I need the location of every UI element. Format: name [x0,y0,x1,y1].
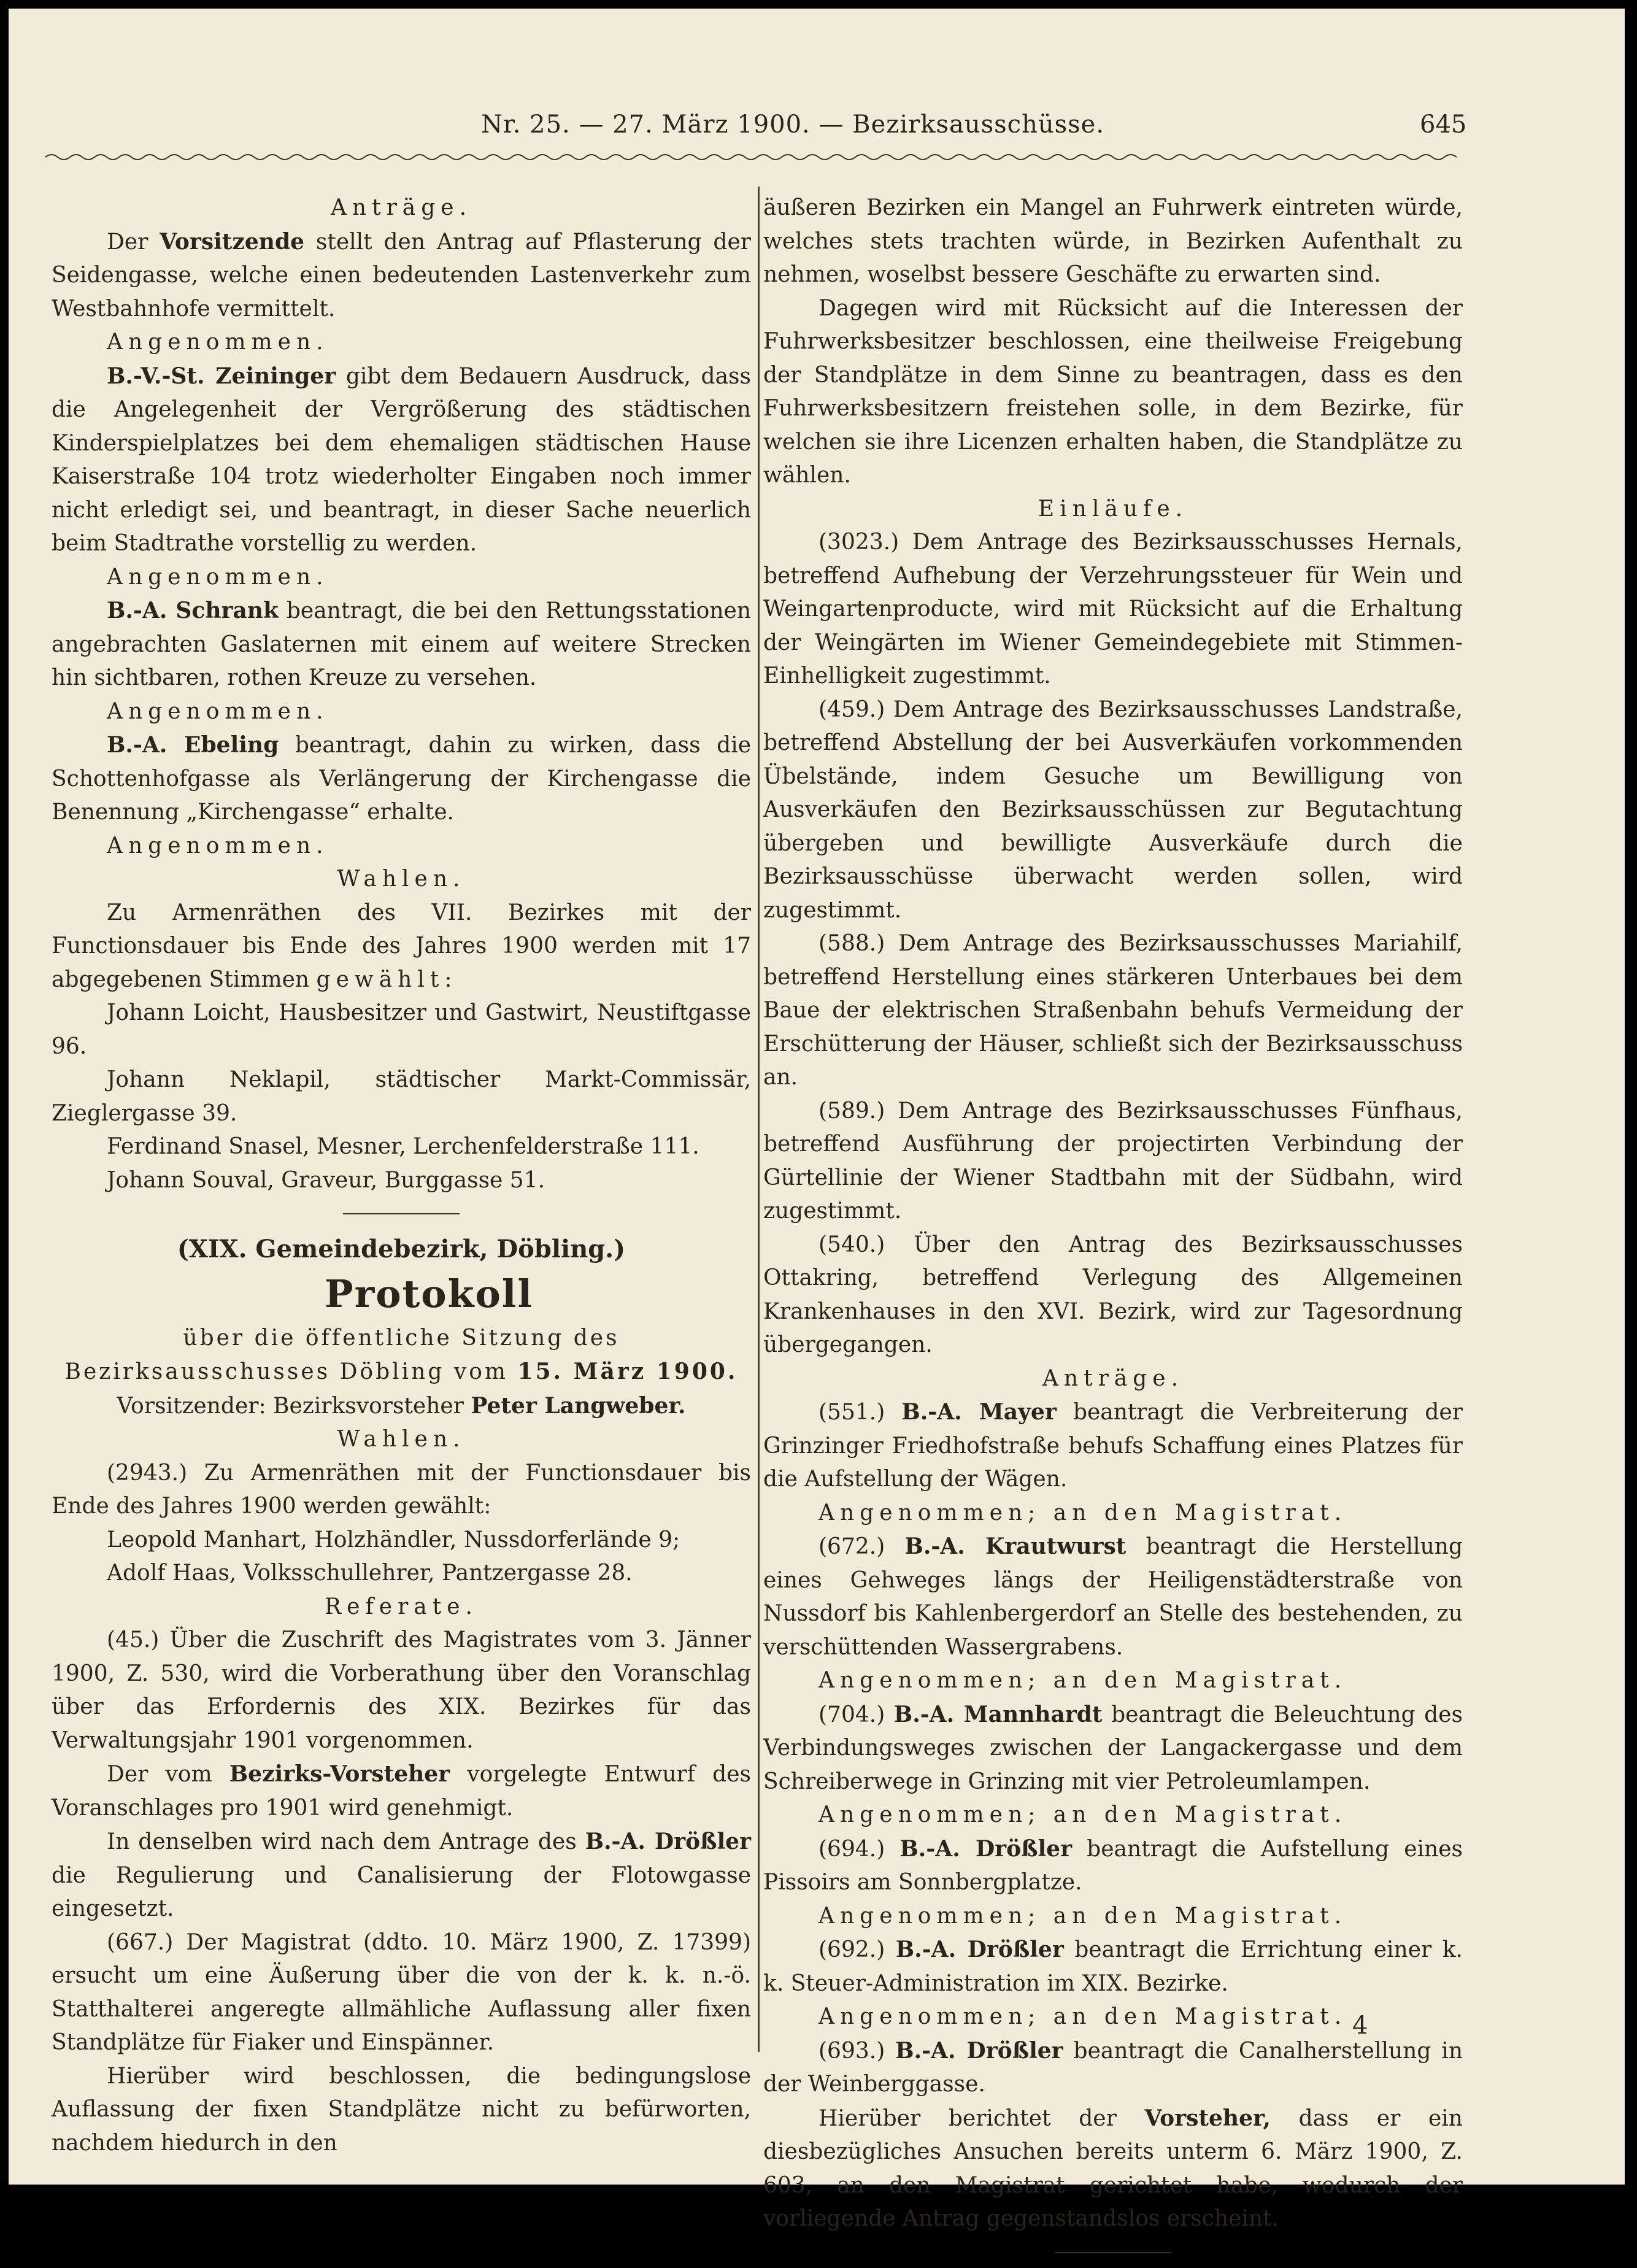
angenommen: Angenommen. [107,564,329,590]
paragraph: (588.) Dem Antrage des Bezirksausschusses Mariahilf, betreffend Herstellung eines stärkeren Unterbaues bei dem Baue der elektrischen Straßenbahn behufs Vermeidung der Erschütterung der Häuser, schließt sich der Bezirksausschuss an. [763,931,1463,1090]
angenommen: Angenommen. [107,698,329,724]
paragraph: (45.) Über die Zuschrift des Magistrates vom 3. Jänner 1900, Z. 530, wird die Vorberathung über den Voranschlag über das Erfordernis des XIX. Bezirkes für das Verwaltungsjahr 1901 vorgenommen. [52,1627,751,1753]
paragraph: (3023.) Dem Antrage des Bezirksausschusses Hernals, betreffend Aufhebung der Verzehrungssteuer für Wein und Weingartenproducte, wird mit Rücksicht auf die Erhaltung der Weingärten im Wiener Gemeindegebiete mit Stimmen-Einhelligkeit zugestimmt. [763,530,1463,688]
paragraph: (694.) B.-A. Drößler beantragt die Aufstellung eines Pissoirs am Sonnbergplatze. [763,1835,1463,1895]
angenommen: Angenommen; an den Magistrat. [818,1903,1347,1929]
section-rule [343,1213,460,1214]
heading-antraege: Anträge. [330,195,472,220]
protokoll-subtitle: über die öffentliche Sitzung des Bezirksausschusses Döbling vom 15. März 1900. [64,1325,738,1384]
heading-einlaeufe: Einläufe. [1038,496,1188,522]
column-divider [758,187,760,2052]
paragraph: Hierüber berichtet der Vorsteher, dass er ein diesbezügliches Ansuchen bereits unterm 6. März 1900, Z. 603, an den Magistrat gerichtet habe, wodurch der vorliegende Antrag gegenstandslos erscheint. [763,2105,1463,2231]
heading-wahlen-2: Wahlen. [337,1427,466,1452]
elected-name: Leopold Manhart, Holzhändler, Nussdorferlände 9; [107,1527,680,1552]
right-column [763,191,1463,2268]
angenommen: Angenommen; an den Magistrat. [818,2004,1347,2029]
elected-name: Johann Loicht, Hausbesitzer und Gastwirt, Neustiftgasse 96. [52,1000,751,1059]
protokoll-title: Protokoll [324,1271,534,1316]
paragraph: Hierüber wird beschlossen, die bedingungslose Auflassung der fixen Standplätze nicht zu befürworten, nachdem hiedurch in den [52,2063,751,2156]
paragraph: B.-V.-St. Zeininger gibt dem Bedauern Ausdruck, dass die Angelegenheit der Vergrößerung des städtischen Kinderspielplatzes bei dem ehemaligen städtischen Hause Kaiserstraße 104 trotz wiederholter Eingaben noch immer nicht erledigt sei, und beantragt, in dieser Sache neuerlich beim Stadtrathe vorstellig zu werden. [52,363,752,556]
page-header [9,110,1625,153]
page-number: 645 [1420,110,1467,139]
paragraph: Dagegen wird mit Rücksicht auf die Interessen der Fuhrwerksbesitzer beschlossen, eine theilweise Freigebung der Standplätze in dem Sinne zu beantragen, dass es den Fuhrwerksbesitzern freistehen solle, in dem Bezirke, für welchen sie ihre Licenzen erhalten haben, die Standplätze zu wählen. [763,295,1463,488]
paragraph: Zu Armenräthen des VII. Bezirkes mit der Functionsdauer bis Ende des Jahres 1900 werden mit 17 abgegebenen Stimmen gewählt: [52,900,751,992]
elected-name: Adolf Haas, Volksschullehrer, Pantzergasse 28. [107,1560,633,1586]
signature-mark: 4 [1352,2012,1368,2040]
paragraph: (692.) B.-A. Drößler beantragt die Errichtung einer k. k. Steuer-Administration im XIX. Bezirke. [763,1937,1463,1996]
paragraph: (693.) B.-A. Drößler beantragt die Canalherstellung in der Weinberggasse. [763,2037,1463,2097]
chairman-line: Vorsitzender: Bezirksvorsteher Peter Langweber. [117,1392,686,1419]
paragraph: (667.) Der Magistrat (ddto. 10. März 1900, Z. 17399) ersucht um eine Äußerung über die von der k. k. n.-ö. Statthalterei angeregte allmähliche Auflassung aller fixen Standplätze für Fiaker und Einspänner. [52,1929,751,2055]
heading-antraege: Anträge. [1042,1365,1184,1391]
elected-name: Johann Souval, Graveur, Burggasse 51. [107,1167,545,1193]
paragraph: äußeren Bezirken ein Mangel an Fuhrwerk eintreten würde, welches stets trachten würde, in Bezirken Aufenthalt zu nehmen, woselbst bessere Geschäfte zu erwarten sind. [763,195,1463,287]
district-heading: (XIX. Gemeindebezirk, Döbling.) [177,1235,626,1263]
paragraph: (672.) B.-A. Krautwurst beantragt die Herstellung eines Gehweges längs der Heiligenstädterstraße von Nussdorf bis Kahlenbergerdorf an Stelle des bestehenden, zu verschüttenden Wassergrabens. [763,1533,1463,1660]
paragraph: Der vom Bezirks-Vorsteher vorgelegte Entwurf des Voranschlages pro 1901 wird genehmigt. [52,1761,751,1821]
heading-wahlen: Wahlen. [337,866,466,892]
angenommen: Angenommen. [107,330,329,355]
running-title: Nr. 25. — 27. März 1900. — Bezirksausschüsse. [481,110,1105,139]
paragraph: (2943.) Zu Armenräthen mit der Functionsdauer bis Ende des Jahres 1900 werden gewählt: [52,1460,751,1519]
angenommen: Angenommen; an den Magistrat. [818,1668,1347,1693]
header-wavy-rule [45,151,1475,163]
paragraph: (551.) B.-A. Mayer beantragt die Verbreiterung der Grinzinger Friedhofstraße behufs Schaffung eines Platzes für die Aufstellung der Wägen. [763,1399,1463,1492]
angenommen: Angenommen. [107,833,329,858]
newspaper-page [9,9,1625,2231]
paragraph: In denselben wird nach dem Antrage des B.-A. Drößler die Regulierung und Canalisierung der Flotowgasse eingesetzt. [52,1829,752,1921]
end-rule [1055,2252,1171,2253]
paragraph: (704.) B.-A. Mannhardt beantragt die Beleuchtung des Verbindungsweges zwischen der Langackergasse und dem Schreiberwege in Grinzing mit vier Petroleumlampen. [763,1701,1463,1794]
angenommen: Angenommen; an den Magistrat. [818,1802,1347,1827]
angenommen: Angenommen; an den Magistrat. [818,1500,1347,1526]
paragraph: (459.) Dem Antrage des Bezirksausschusses Landstraße, betreffend Abstellung der bei Ausverkäufen vorkommenden Übelstände, indem Gesuche um Bewilligung von Ausverkäufen den Bezirksausschüssen zur Begutachtung übergeben und bewilligte Ausverkäufe durch die Bezirksausschüsse überwacht werden sollen, wird zugestimmt. [763,696,1463,923]
paragraph: (540.) Über den Antrag des Bezirksausschusses Ottakring, betreffend Verlegung des Allgemeinen Krankenhauses in den XVI. Bezirk, wird zur Tagesordnung übergegangen. [763,1232,1463,1357]
paragraph: Der Vorsitzende stellt den Antrag auf Pflasterung der Seidengasse, welche einen bedeutenden Lastenverkehr zum Westbahnhofe vermittelt. [52,228,751,322]
paragraph: B.-A. Ebeling beantragt, dahin zu wirken, dass die Schottenhofgasse als Verlängerung der Kirchengasse die Benennung „Kirchengasse“ erhalte. [52,732,751,825]
paragraph: B.-A. Schrank beantragt, die bei den Rettungsstationen angebrachten Gaslaternen mit einem auf weitere Strecken hin sichtbaren, rothen Kreuze zu versehen. [52,598,751,690]
elected-name: Johann Neklapil, städtischer Markt-Commissär, Zieglergasse 39. [52,1067,751,1126]
left-column [52,191,751,2160]
elected-name: Ferdinand Snasel, Mesner, Lerchenfelderstraße 111. [107,1134,699,1159]
heading-referate: Referate. [325,1594,478,1619]
paragraph: (589.) Dem Antrage des Bezirksausschusses Fünfhaus, betreffend Ausführung der projectirten Verbindung der Gürtellinie der Wiener Stadtbahn mit der Südbahn, wird zugestimmt. [763,1098,1463,1224]
